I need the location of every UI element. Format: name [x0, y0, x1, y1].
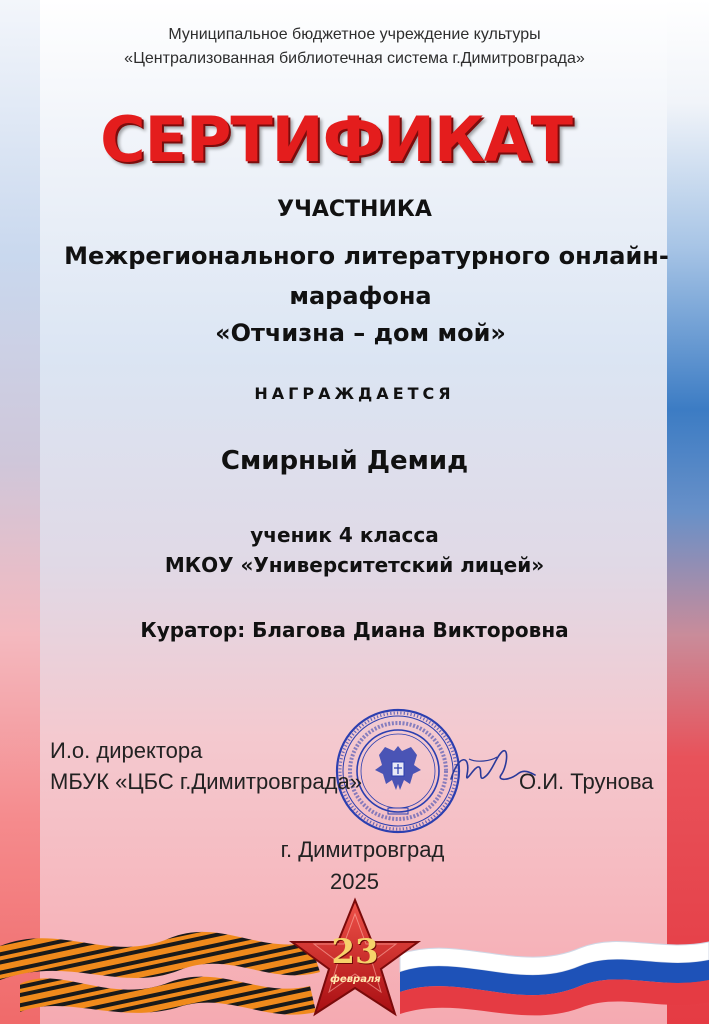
- event-name-line1: Межрегионального литературного онлайн-: [64, 242, 669, 270]
- certificate-title: СЕРТИФИКАТ: [100, 103, 572, 176]
- recipient-school: МКОУ «Университетский лицей»: [164, 553, 545, 577]
- city-name: г. Димитровград: [280, 837, 445, 862]
- russian-flag-ribbon: [400, 942, 709, 1016]
- header-organization-line2: «Централизованная библиотечная система г.Димитровграда»: [124, 50, 585, 67]
- recipient-name: Смирный Демид: [220, 446, 469, 476]
- badge-number: 23: [331, 932, 379, 972]
- awarded-heading: НАГРАЖДАЕТСЯ: [254, 384, 455, 403]
- signatory-role-line1: И.о. директора: [50, 738, 203, 763]
- event-name-line2: марафона: [289, 282, 432, 310]
- certificate-year: 2025: [330, 869, 379, 894]
- event-name-line3: «Отчизна – дом мой»: [215, 319, 506, 347]
- participant-heading: УЧАСТНИКА: [277, 197, 432, 222]
- badge-label: февраля: [330, 974, 381, 985]
- st-george-ribbon: [0, 932, 320, 1015]
- signatory-role-line2: МБУК «ЦБС г.Димитровграда»: [50, 769, 362, 794]
- signatory-name: О.И. Трунова: [519, 769, 654, 794]
- recipient-grade: ученик 4 класса: [250, 523, 439, 547]
- header-organization-line1: Муниципальное бюджетное учреждение культуры: [168, 26, 541, 43]
- curator-line: Куратор: Благова Диана Викторовна: [140, 618, 569, 642]
